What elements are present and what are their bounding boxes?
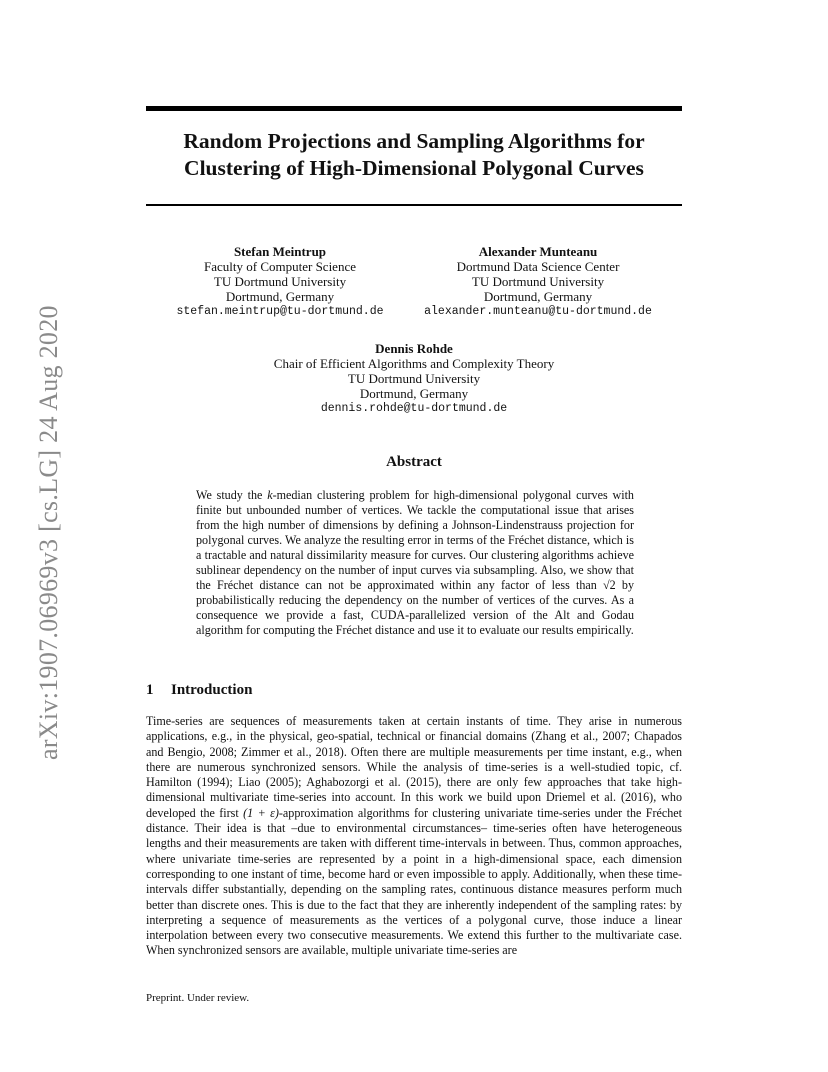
abstract-part: by probabilistically reducing the dependency on the number of vertices of the curves. As a consequence we provide a fast, CUDA-parallelized version of the Alt and Godau algorithm for computing the Fréchet distance and use it to evaluate our results empirically.	[196, 578, 634, 637]
author-email: dennis.rohde@tu-dortmund.de	[320, 402, 508, 415]
section-title: Introduction	[171, 682, 253, 698]
author-affiliation: Faculty of Computer Science	[204, 259, 356, 274]
author-affiliation: Dortmund Data Science Center	[456, 259, 620, 274]
author-affiliation: Dortmund, Germany	[359, 386, 469, 401]
intro-part: -approximation algorithms for clustering univariate time-series under the Fréchet distance. Their idea is that –due to environmental circumstances– time-series often have heterogeneous lengths and their measurements are taken with different time-intervals in between. Thus, common approaches, where univariate time-series are represented by a point in a high-dimensional space, each dimension corresponding to one instant of time, become hard or even impossible to apply. Additionally, when these time-intervals differ substantially, depending on the sampling rates, continuous distance measures perform much better than discrete ones. This is due to the fact that they are inherently independent of the sampling rates: by interpreting a sequence of measurements as the vertices of a polygonal curve, those induce a linear interpolation between every two consecutive measurements. We extend this further to the multivariate case. When synchronized sensors are available, multiple univariate time-series are	[146, 805, 683, 958]
author-email: alexander.munteanu@tu-dortmund.de	[424, 305, 652, 318]
intro-paragraph	[146, 714, 682, 959]
author-affiliation: TU Dortmund University	[213, 274, 347, 289]
author-affiliation: TU Dortmund University	[347, 371, 481, 386]
author-block-1	[146, 244, 414, 319]
math-sqrt2: √2	[603, 578, 616, 592]
author-affiliation: Chair of Efficient Algorithms and Complexity Theory	[273, 356, 555, 371]
abstract-part: We study the	[196, 488, 268, 502]
author-name: Stefan Meintrup	[233, 244, 327, 259]
arxiv-watermark: arXiv:1907.06969v3 [cs.LG] 24 Aug 2020	[34, 305, 63, 760]
footer-note: Preprint. Under review.	[146, 992, 250, 1004]
title-line-2: Clustering of High-Dimensional Polygonal Curves	[184, 156, 644, 180]
author-name: Dennis Rohde	[375, 341, 453, 356]
abstract-heading: Abstract	[386, 454, 442, 470]
author-affiliation: Dortmund, Germany	[483, 289, 593, 304]
author-name: Alexander Munteanu	[478, 244, 598, 259]
math-k: k	[267, 488, 273, 502]
author-affiliation: Dortmund, Germany	[225, 289, 335, 304]
title-top-rule	[146, 106, 682, 111]
abstract-text	[196, 488, 634, 638]
author-email: stefan.meintrup@tu-dortmund.de	[176, 305, 384, 318]
author-affiliation: TU Dortmund University	[471, 274, 605, 289]
author-block-3	[146, 341, 682, 416]
title-bottom-rule	[146, 204, 682, 206]
title-line-1: Random Projections and Sampling Algorithms for	[183, 129, 645, 153]
author-block-2	[414, 244, 662, 319]
section-number: 1	[146, 682, 154, 698]
abstract-part: -median clustering problem for high-dimensional polygonal curves with finite but unbounded number of vertices. We tackle the computational issue that arises from the high number of dimensions by defining a Johnson-Lindenstrauss projection for polygonal curves. We analyze the resulting error in terms of the Fréchet distance, which is a tractable and natural dissimilarity measure for curves. Our clustering algorithms achieve sublinear dependency on the number of input curves via subsampling. Also, we show that the Fréchet distance can not be approximated within any factor of less than	[196, 488, 634, 592]
paper-title	[146, 128, 682, 182]
math-one-plus-eps: (1 + ε)	[243, 805, 279, 820]
intro-part: Time-series are sequences of measurements taken at certain instants of time. They arise in numerous applications, e.g., in the physical, geo-spatial, technical or financial domains (Zhang et al., 2007; Chapados and Bengio, 2008; Zimmer et al., 2018). Often there are multiple measurements per time instant, e.g., when there are numerous synchronized sensors. While the analysis of time-series is a well-studied topic, cf. Hamilton (1994); Liao (2005); Aghabozorgi et al. (2015), there are only few approaches that take high-dimensional multivariate time-series into account. In this work we build upon Driemel et al. (2016), who developed the first	[146, 714, 682, 820]
section-heading	[146, 682, 252, 699]
